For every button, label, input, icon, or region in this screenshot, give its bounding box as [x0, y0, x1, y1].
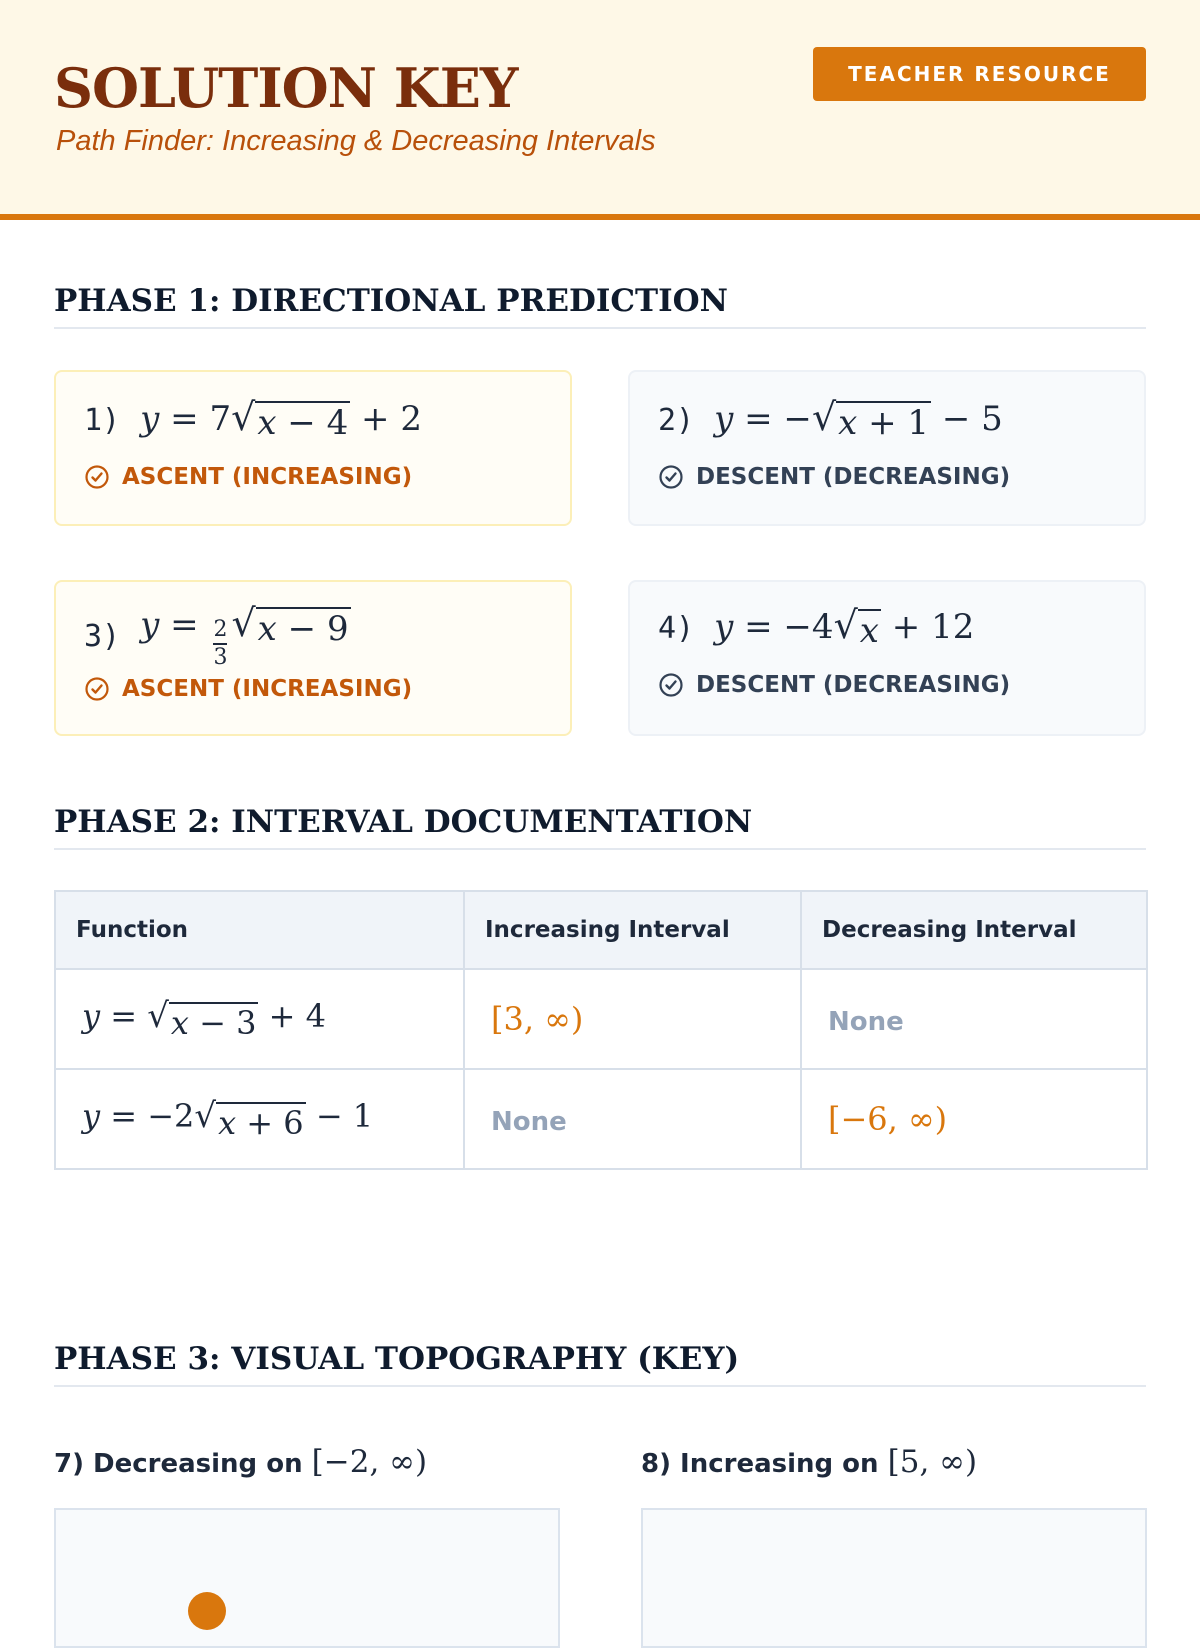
problem-card-2 — [628, 370, 1146, 526]
increasing-cell — [464, 969, 801, 1069]
none-value: None — [828, 1007, 904, 1037]
table-row — [55, 1069, 1147, 1169]
problem-card-1 — [54, 370, 572, 526]
interval-value: [3, ∞) — [491, 1000, 584, 1038]
phase1-title: PHASE 1: DIRECTIONAL PREDICTION — [54, 283, 728, 319]
problem-equation: 3) y = $\frac{2}{3}$ √ x − 9 — [84, 601, 349, 670]
column-header-decreasing: Decreasing Interval — [801, 891, 1147, 969]
status-label — [658, 672, 1010, 698]
problem-equation: 2) y = − √ x + 1 − 5 — [658, 395, 1003, 443]
increasing-cell — [464, 1069, 801, 1169]
graph-box-8 — [641, 1508, 1147, 1648]
page-header — [0, 0, 1200, 220]
function-cell: y = −2 √ x + 6 − 1 — [55, 1069, 464, 1169]
problem-number: 4) — [658, 611, 695, 646]
table-row — [55, 969, 1147, 1069]
problem-number: 3) — [84, 619, 121, 654]
none-value: None — [491, 1107, 567, 1137]
graph-label-8 — [641, 1444, 977, 1480]
function-cell: y = √ x − 3 + 4 — [55, 969, 464, 1069]
page-title: SOLUTION KEY — [54, 56, 518, 120]
column-header-increasing: Increasing Interval — [464, 891, 801, 969]
status-text: ASCENT (INCREASING) — [122, 464, 413, 490]
problem-card-3 — [54, 580, 572, 736]
check-circle-icon — [84, 676, 110, 702]
graph-box-7 — [54, 1508, 560, 1648]
graph-label-text: 7) Decreasing on — [54, 1449, 303, 1479]
starting-point-marker — [188, 1592, 226, 1630]
problem-equation: 4) y = −4 √ x + 12 — [658, 603, 975, 651]
page-subtitle: Path Finder: Increasing & Decreasing Intervals — [56, 125, 656, 157]
phase2-divider — [54, 848, 1146, 850]
column-header-function: Function — [55, 891, 464, 969]
problem-card-4 — [628, 580, 1146, 736]
status-text: DESCENT (DECREASING) — [696, 464, 1011, 490]
problem-equation: 1) y = 7 √ x − 4 + 2 — [84, 395, 422, 443]
graph-label-text: 8) Increasing on — [641, 1449, 879, 1479]
check-circle-icon — [658, 464, 684, 490]
interval-value: [−6, ∞) — [828, 1100, 948, 1138]
graph-interval: [−2, ∞) — [311, 1444, 428, 1480]
table-header-row — [55, 891, 1147, 969]
problem-number: 2) — [658, 403, 695, 438]
decreasing-cell — [801, 1069, 1147, 1169]
status-label — [84, 676, 412, 702]
phase2-title: PHASE 2: INTERVAL DOCUMENTATION — [54, 804, 753, 840]
graph-interval: [5, ∞) — [887, 1444, 978, 1480]
status-text: ASCENT (INCREASING) — [122, 676, 413, 702]
phase3-title: PHASE 3: VISUAL TOPOGRAPHY (KEY) — [54, 1341, 740, 1377]
problem-number: 1) — [84, 403, 121, 438]
teacher-resource-badge: TEACHER RESOURCE — [813, 47, 1146, 101]
status-text: DESCENT (DECREASING) — [696, 672, 1011, 698]
status-label — [84, 464, 412, 490]
check-circle-icon — [84, 464, 110, 490]
check-circle-icon — [658, 672, 684, 698]
graph-label-7 — [54, 1444, 427, 1480]
status-label — [658, 464, 1010, 490]
decreasing-cell — [801, 969, 1147, 1069]
phase3-divider — [54, 1385, 1146, 1387]
phase1-divider — [54, 327, 1146, 329]
interval-table — [54, 890, 1148, 1170]
